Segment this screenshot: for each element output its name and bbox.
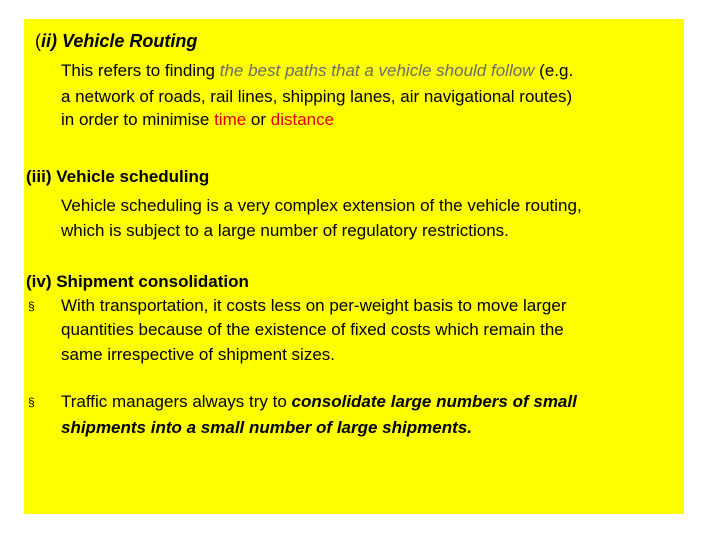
routing-time-word: time — [214, 110, 247, 129]
consolidation-bullet1-line-2: quantities because of the existence of fixed costs which remain the — [61, 320, 564, 339]
routing-line-2: a network of roads, rail lines, shipping lanes, air navigational routes) — [61, 87, 573, 106]
heading-shipment-consolidation: (iv) Shipment consolidation — [26, 272, 249, 291]
heading-roman-ii: ii) — [41, 31, 57, 51]
consolidation-bullet2-line-1 — [61, 389, 577, 415]
heading-title-routing: Vehicle Routing — [57, 31, 198, 51]
scheduling-line-2: which is subject to a large number of regulatory restrictions. — [61, 221, 509, 240]
consolidation-bullet1-line-3: same irrespective of shipment sizes. — [61, 345, 335, 364]
routing-text-minimise: in order to minimise — [61, 110, 215, 129]
routing-distance-word: distance — [270, 110, 335, 129]
scheduling-line-1: Vehicle scheduling is a very complex extension of the vehicle routing, — [61, 196, 582, 215]
routing-text-a: This refers to finding — [61, 61, 220, 80]
routing-or-word: or — [246, 110, 271, 129]
bullet-icon: § — [28, 395, 35, 409]
consolidation-bullet2-line-2: shipments into a small number of large shipments. — [61, 418, 472, 437]
consolidation-bullet1-line-1: With transportation, it costs less on per-weight basis to move larger — [61, 296, 567, 315]
slide-background — [24, 19, 684, 514]
routing-text-c: (e.g. — [534, 61, 574, 80]
routing-line-3 — [61, 107, 334, 133]
heading-paren: ( — [35, 31, 41, 51]
bullet2-emphasis-a: consolidate large numbers of small — [291, 392, 577, 411]
bullet2-text-a: Traffic managers always try to — [61, 392, 292, 411]
bullet-icon: § — [28, 299, 35, 313]
heading-vehicle-scheduling: (iii) Vehicle scheduling — [26, 167, 210, 186]
heading-vehicle-routing — [35, 28, 197, 54]
routing-line-1 — [61, 58, 573, 84]
routing-emphasis: the best paths that a vehicle should follow — [219, 61, 535, 80]
